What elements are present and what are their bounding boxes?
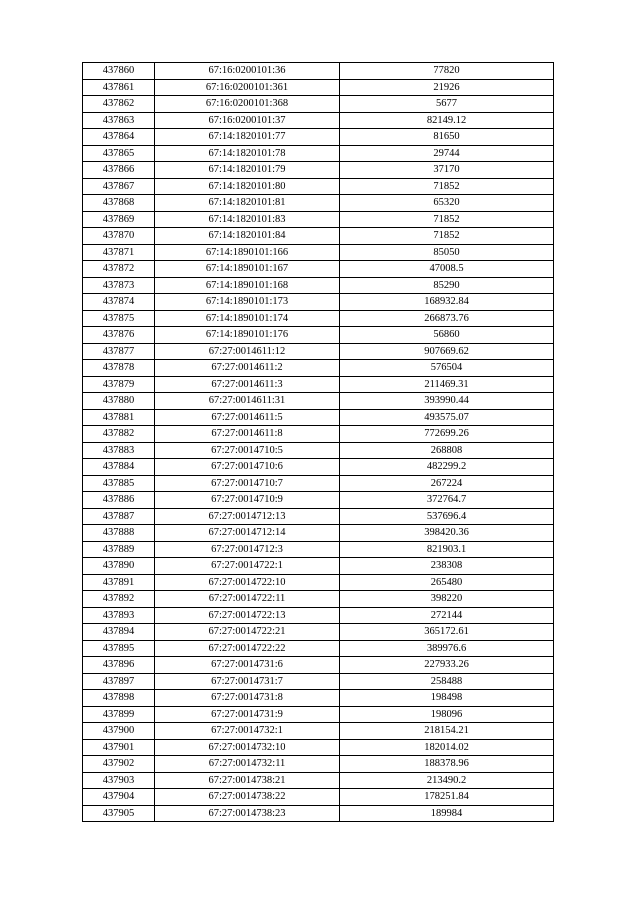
value-cell: 272144 <box>340 607 554 624</box>
value-cell: 772699.26 <box>340 426 554 443</box>
value-cell: 493575.07 <box>340 409 554 426</box>
record-id-cell: 437870 <box>83 228 155 245</box>
record-id-cell: 437899 <box>83 706 155 723</box>
record-id-cell: 437888 <box>83 525 155 542</box>
table-row <box>83 673 554 690</box>
table-row <box>83 211 554 228</box>
value-cell: 82149.12 <box>340 112 554 129</box>
record-id-cell: 437902 <box>83 756 155 773</box>
table-row <box>83 162 554 179</box>
record-id-cell: 437868 <box>83 195 155 212</box>
cadastral-number-cell: 67:27:0014611:8 <box>155 426 340 443</box>
value-cell: 389976.6 <box>340 640 554 657</box>
record-id-cell: 437880 <box>83 393 155 410</box>
value-cell: 182014.02 <box>340 739 554 756</box>
value-cell: 537696.4 <box>340 508 554 525</box>
cadastral-number-cell: 67:16:0200101:36 <box>155 63 340 80</box>
record-id-cell: 437905 <box>83 805 155 822</box>
record-id-cell: 437904 <box>83 789 155 806</box>
record-id-cell: 437876 <box>83 327 155 344</box>
cadastral-number-cell: 67:27:0014710:5 <box>155 442 340 459</box>
value-cell: 365172.61 <box>340 624 554 641</box>
cadastral-number-cell: 67:27:0014710:6 <box>155 459 340 476</box>
table-row <box>83 492 554 509</box>
records-table <box>82 62 554 822</box>
table-row <box>83 327 554 344</box>
table-row <box>83 360 554 377</box>
value-cell: 85050 <box>340 244 554 261</box>
value-cell: 77820 <box>340 63 554 80</box>
table-row <box>83 706 554 723</box>
value-cell: 71852 <box>340 211 554 228</box>
table-row <box>83 409 554 426</box>
record-id-cell: 437891 <box>83 574 155 591</box>
cadastral-number-cell: 67:14:1890101:174 <box>155 310 340 327</box>
record-id-cell: 437869 <box>83 211 155 228</box>
record-id-cell: 437862 <box>83 96 155 113</box>
table-row <box>83 277 554 294</box>
table-row <box>83 789 554 806</box>
cadastral-number-cell: 67:27:0014611:5 <box>155 409 340 426</box>
table-row <box>83 442 554 459</box>
record-id-cell: 437879 <box>83 376 155 393</box>
value-cell: 37170 <box>340 162 554 179</box>
record-id-cell: 437864 <box>83 129 155 146</box>
cadastral-number-cell: 67:27:0014710:7 <box>155 475 340 492</box>
record-id-cell: 437895 <box>83 640 155 657</box>
cadastral-number-cell: 67:16:0200101:361 <box>155 79 340 96</box>
table-row <box>83 739 554 756</box>
record-id-cell: 437872 <box>83 261 155 278</box>
cadastral-number-cell: 67:14:1890101:173 <box>155 294 340 311</box>
table-row <box>83 96 554 113</box>
table-row <box>83 426 554 443</box>
table-row <box>83 79 554 96</box>
table-row <box>83 178 554 195</box>
cadastral-number-cell: 67:14:1890101:166 <box>155 244 340 261</box>
value-cell: 218154.21 <box>340 723 554 740</box>
value-cell: 81650 <box>340 129 554 146</box>
cadastral-number-cell: 67:27:0014611:12 <box>155 343 340 360</box>
cadastral-number-cell: 67:27:0014712:3 <box>155 541 340 558</box>
table-row <box>83 63 554 80</box>
value-cell: 266873.76 <box>340 310 554 327</box>
value-cell: 65320 <box>340 195 554 212</box>
cadastral-number-cell: 67:27:0014731:9 <box>155 706 340 723</box>
table-row <box>83 343 554 360</box>
value-cell: 393990.44 <box>340 393 554 410</box>
record-id-cell: 437886 <box>83 492 155 509</box>
table-row <box>83 129 554 146</box>
value-cell: 47008.5 <box>340 261 554 278</box>
value-cell: 265480 <box>340 574 554 591</box>
value-cell: 372764.7 <box>340 492 554 509</box>
record-id-cell: 437860 <box>83 63 155 80</box>
value-cell: 85290 <box>340 277 554 294</box>
value-cell: 71852 <box>340 178 554 195</box>
record-id-cell: 437892 <box>83 591 155 608</box>
table-row <box>83 574 554 591</box>
cadastral-number-cell: 67:27:0014611:2 <box>155 360 340 377</box>
table-row <box>83 376 554 393</box>
cadastral-number-cell: 67:27:0014738:22 <box>155 789 340 806</box>
record-id-cell: 437900 <box>83 723 155 740</box>
table-row <box>83 459 554 476</box>
table-row <box>83 244 554 261</box>
record-id-cell: 437884 <box>83 459 155 476</box>
value-cell: 907669.62 <box>340 343 554 360</box>
value-cell: 267224 <box>340 475 554 492</box>
table-row <box>83 508 554 525</box>
record-id-cell: 437867 <box>83 178 155 195</box>
record-id-cell: 437898 <box>83 690 155 707</box>
table-row <box>83 772 554 789</box>
record-id-cell: 437889 <box>83 541 155 558</box>
cadastral-number-cell: 67:27:0014611:3 <box>155 376 340 393</box>
table-row <box>83 723 554 740</box>
cadastral-number-cell: 67:14:1890101:176 <box>155 327 340 344</box>
table-row <box>83 393 554 410</box>
table-row <box>83 228 554 245</box>
cadastral-number-cell: 67:14:1820101:84 <box>155 228 340 245</box>
value-cell: 211469.31 <box>340 376 554 393</box>
cadastral-number-cell: 67:14:1820101:78 <box>155 145 340 162</box>
table-row <box>83 525 554 542</box>
cadastral-number-cell: 67:14:1890101:167 <box>155 261 340 278</box>
cadastral-number-cell: 67:27:0014738:23 <box>155 805 340 822</box>
value-cell: 29744 <box>340 145 554 162</box>
table-row <box>83 558 554 575</box>
record-id-cell: 437882 <box>83 426 155 443</box>
value-cell: 198498 <box>340 690 554 707</box>
cadastral-number-cell: 67:14:1820101:77 <box>155 129 340 146</box>
table-row <box>83 690 554 707</box>
table-row <box>83 756 554 773</box>
cadastral-number-cell: 67:27:0014712:14 <box>155 525 340 542</box>
cadastral-number-cell: 67:27:0014731:8 <box>155 690 340 707</box>
value-cell: 398220 <box>340 591 554 608</box>
cadastral-number-cell: 67:16:0200101:368 <box>155 96 340 113</box>
table-row <box>83 607 554 624</box>
cadastral-number-cell: 67:16:0200101:37 <box>155 112 340 129</box>
table-row <box>83 195 554 212</box>
table-row <box>83 310 554 327</box>
table-row <box>83 145 554 162</box>
cadastral-number-cell: 67:14:1820101:83 <box>155 211 340 228</box>
value-cell: 178251.84 <box>340 789 554 806</box>
value-cell: 71852 <box>340 228 554 245</box>
cadastral-number-cell: 67:14:1820101:81 <box>155 195 340 212</box>
cadastral-number-cell: 67:27:0014722:13 <box>155 607 340 624</box>
value-cell: 56860 <box>340 327 554 344</box>
cadastral-number-cell: 67:27:0014611:31 <box>155 393 340 410</box>
record-id-cell: 437871 <box>83 244 155 261</box>
record-id-cell: 437894 <box>83 624 155 641</box>
value-cell: 482299.2 <box>340 459 554 476</box>
cadastral-number-cell: 67:27:0014722:10 <box>155 574 340 591</box>
cadastral-number-cell: 67:27:0014722:11 <box>155 591 340 608</box>
value-cell: 576504 <box>340 360 554 377</box>
table-row <box>83 805 554 822</box>
value-cell: 268808 <box>340 442 554 459</box>
record-id-cell: 437873 <box>83 277 155 294</box>
table-row <box>83 640 554 657</box>
record-id-cell: 437887 <box>83 508 155 525</box>
record-id-cell: 437893 <box>83 607 155 624</box>
table-row <box>83 294 554 311</box>
record-id-cell: 437896 <box>83 657 155 674</box>
value-cell: 198096 <box>340 706 554 723</box>
records-table-body <box>83 63 554 822</box>
cadastral-number-cell: 67:14:1820101:79 <box>155 162 340 179</box>
cadastral-number-cell: 67:27:0014731:6 <box>155 657 340 674</box>
table-row <box>83 624 554 641</box>
value-cell: 189984 <box>340 805 554 822</box>
table-row <box>83 591 554 608</box>
value-cell: 258488 <box>340 673 554 690</box>
cadastral-number-cell: 67:27:0014710:9 <box>155 492 340 509</box>
table-row <box>83 261 554 278</box>
table-row <box>83 541 554 558</box>
cadastral-number-cell: 67:27:0014722:22 <box>155 640 340 657</box>
cadastral-number-cell: 67:14:1820101:80 <box>155 178 340 195</box>
cadastral-number-cell: 67:27:0014732:11 <box>155 756 340 773</box>
value-cell: 398420.36 <box>340 525 554 542</box>
record-id-cell: 437877 <box>83 343 155 360</box>
value-cell: 168932.84 <box>340 294 554 311</box>
record-id-cell: 437861 <box>83 79 155 96</box>
cadastral-number-cell: 67:27:0014732:1 <box>155 723 340 740</box>
record-id-cell: 437865 <box>83 145 155 162</box>
record-id-cell: 437875 <box>83 310 155 327</box>
cadastral-number-cell: 67:27:0014722:1 <box>155 558 340 575</box>
value-cell: 188378.96 <box>340 756 554 773</box>
value-cell: 213490.2 <box>340 772 554 789</box>
value-cell: 21926 <box>340 79 554 96</box>
record-id-cell: 437866 <box>83 162 155 179</box>
record-id-cell: 437890 <box>83 558 155 575</box>
record-id-cell: 437885 <box>83 475 155 492</box>
record-id-cell: 437903 <box>83 772 155 789</box>
table-row <box>83 112 554 129</box>
cadastral-number-cell: 67:27:0014732:10 <box>155 739 340 756</box>
record-id-cell: 437878 <box>83 360 155 377</box>
value-cell: 238308 <box>340 558 554 575</box>
record-id-cell: 437883 <box>83 442 155 459</box>
cadastral-number-cell: 67:27:0014738:21 <box>155 772 340 789</box>
record-id-cell: 437901 <box>83 739 155 756</box>
value-cell: 227933.26 <box>340 657 554 674</box>
cadastral-number-cell: 67:27:0014722:21 <box>155 624 340 641</box>
record-id-cell: 437863 <box>83 112 155 129</box>
value-cell: 821903.1 <box>340 541 554 558</box>
cadastral-number-cell: 67:14:1890101:168 <box>155 277 340 294</box>
record-id-cell: 437881 <box>83 409 155 426</box>
cadastral-number-cell: 67:27:0014712:13 <box>155 508 340 525</box>
value-cell: 5677 <box>340 96 554 113</box>
cadastral-number-cell: 67:27:0014731:7 <box>155 673 340 690</box>
record-id-cell: 437874 <box>83 294 155 311</box>
table-row <box>83 475 554 492</box>
record-id-cell: 437897 <box>83 673 155 690</box>
table-row <box>83 657 554 674</box>
